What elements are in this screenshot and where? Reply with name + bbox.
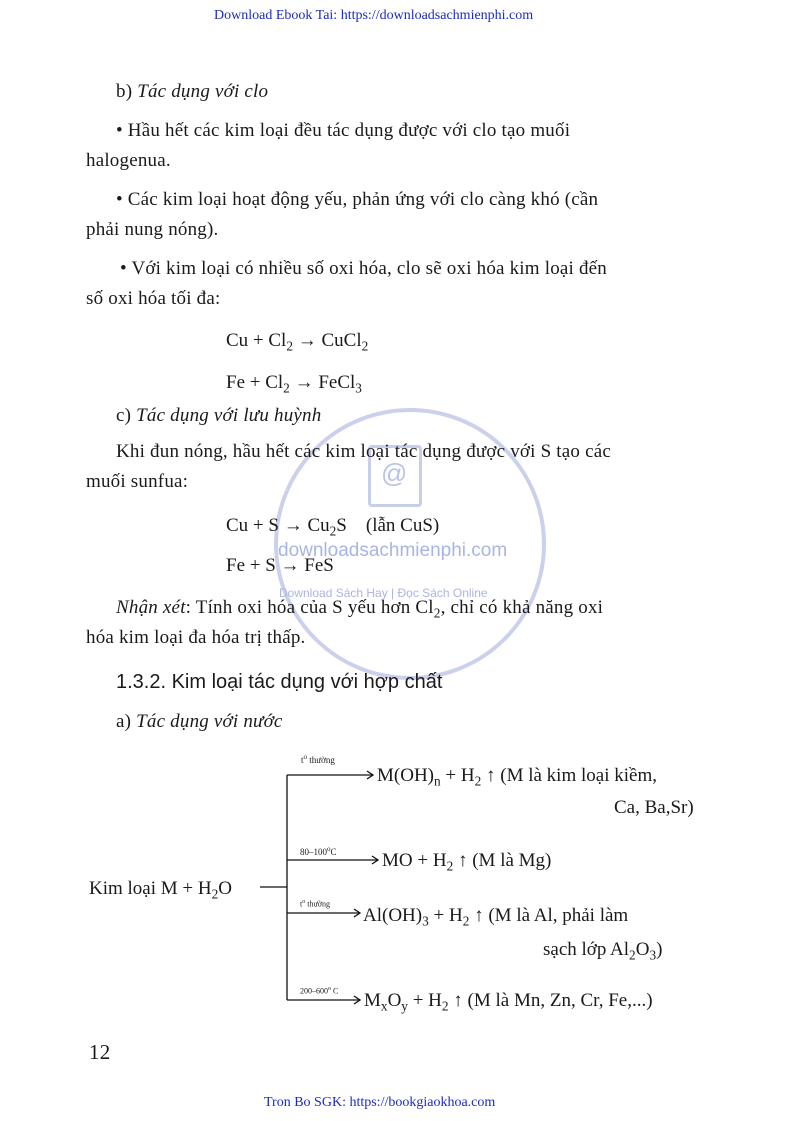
section-b-title: Tác dụng với clo [137,81,269,102]
reaction-left: Kim loại $M + H_2O$ [89,878,232,902]
section-a-label: a) [116,711,132,732]
section-a-title: Tác dụng với nước [136,711,283,732]
branch1-note: (M là kim loại kiềm, [500,765,657,786]
branch3-note-line2: sạch lớp $Al_2O_3$) [543,939,663,963]
watermark-book-icon: @ [368,445,422,507]
watermark-tagline: Download Sách Hay | Đọc Sách Online [279,586,488,600]
branch3-product: $Al(OH)_3 + H_2$ ↑ (M là Al, phải làm [363,905,629,929]
heading-1-3-2: 1.3.2. Kim loại tác dụng với hợp chất [116,671,443,693]
branch1-note-line2: Ca, Ba,Sr) [614,797,694,818]
equation-cu-s: $Cu + S \to Cu_2S$ (lẫn CuS) [226,515,440,539]
branch2-product: MO + $H_2$ ↑ (M là Mg) [382,850,552,874]
branch4-note: (M là Mn, Zn, Cr, Fe,...) [467,990,653,1011]
section-c-para-line1: Khi đun nóng, hầu hết các kim loại tác dụng được với S tạo các [116,441,611,462]
bullet1-line1: • Hầu hết các kim loại đều tác dụng được với clo tạo muối [116,120,571,141]
remark-line2: hóa kim loại đa hóa trị thấp. [86,627,306,648]
bullet1-line2: halogenua. [86,150,171,171]
section-c-label: c) [116,405,132,426]
equation-fe-s: Fe + S → FeS [226,555,334,576]
bullet3-line2: số oxi hóa tối đa: [86,288,221,309]
bullet2-line2: phải nung nóng). [86,219,219,240]
branch1-condition: $t^o$ thường [301,753,335,765]
branch2-note: (M là Mg) [472,850,552,871]
bullet2-line1: • Các kim loại hoạt động yếu, phản ứng với clo càng khó (cần [116,189,599,210]
section-b-label: b) [116,81,133,102]
branch4-product: $M_xO_y + H_2$ ↑ (M là Mn, Zn, Cr, Fe,...) [364,990,653,1014]
remark-line1: Nhận xét: Tính oxi hóa của S yếu hơn $Cl_2$, chỉ có khả năng oxi [116,597,604,621]
remark-text1: : Tính oxi hóa của S yếu hơn Cl [185,597,434,618]
footer-link[interactable]: Tron Bo SGK: https://bookgiaokhoa.com [264,1095,496,1110]
branch2-condition: 80–100$^o$C [300,845,337,857]
page-number: 12 [89,1040,111,1064]
equation-fe-cl2: $Fe + Cl_2$ → FeCl$_3$ [226,372,362,396]
remark-text2: , chỉ có khả năng oxi [440,597,604,618]
equation-cu-s-note: (lẫn CuS) [365,515,440,536]
header-link[interactable]: Download Ebook Tai: https://downloadsachmienphi.com [214,8,534,23]
branch4-condition: 200–600$^o$ C [300,986,339,996]
section-c-para-line2: muối sunfua: [86,471,189,492]
branch3-note: (M là Al, phải làm [488,905,629,926]
watermark-site: downloadsachmienphi.com [278,540,508,561]
branch3-condition: $t^o$ thường [300,899,331,909]
section-c-title: Tác dụng với lưu huỳnh [136,405,322,426]
equation-cu-cl2: $Cu + Cl_2$ → CuCl$_2$ [226,330,369,354]
bullet3-line1: • Với kim loại có nhiều số oxi hóa, clo sẽ oxi hóa kim loại đến [120,258,607,279]
branch1-product: $M(OH)_n + H_2$ ↑ (M là kim loại kiềm, [377,765,657,789]
remark-label: Nhận xét [116,597,186,618]
